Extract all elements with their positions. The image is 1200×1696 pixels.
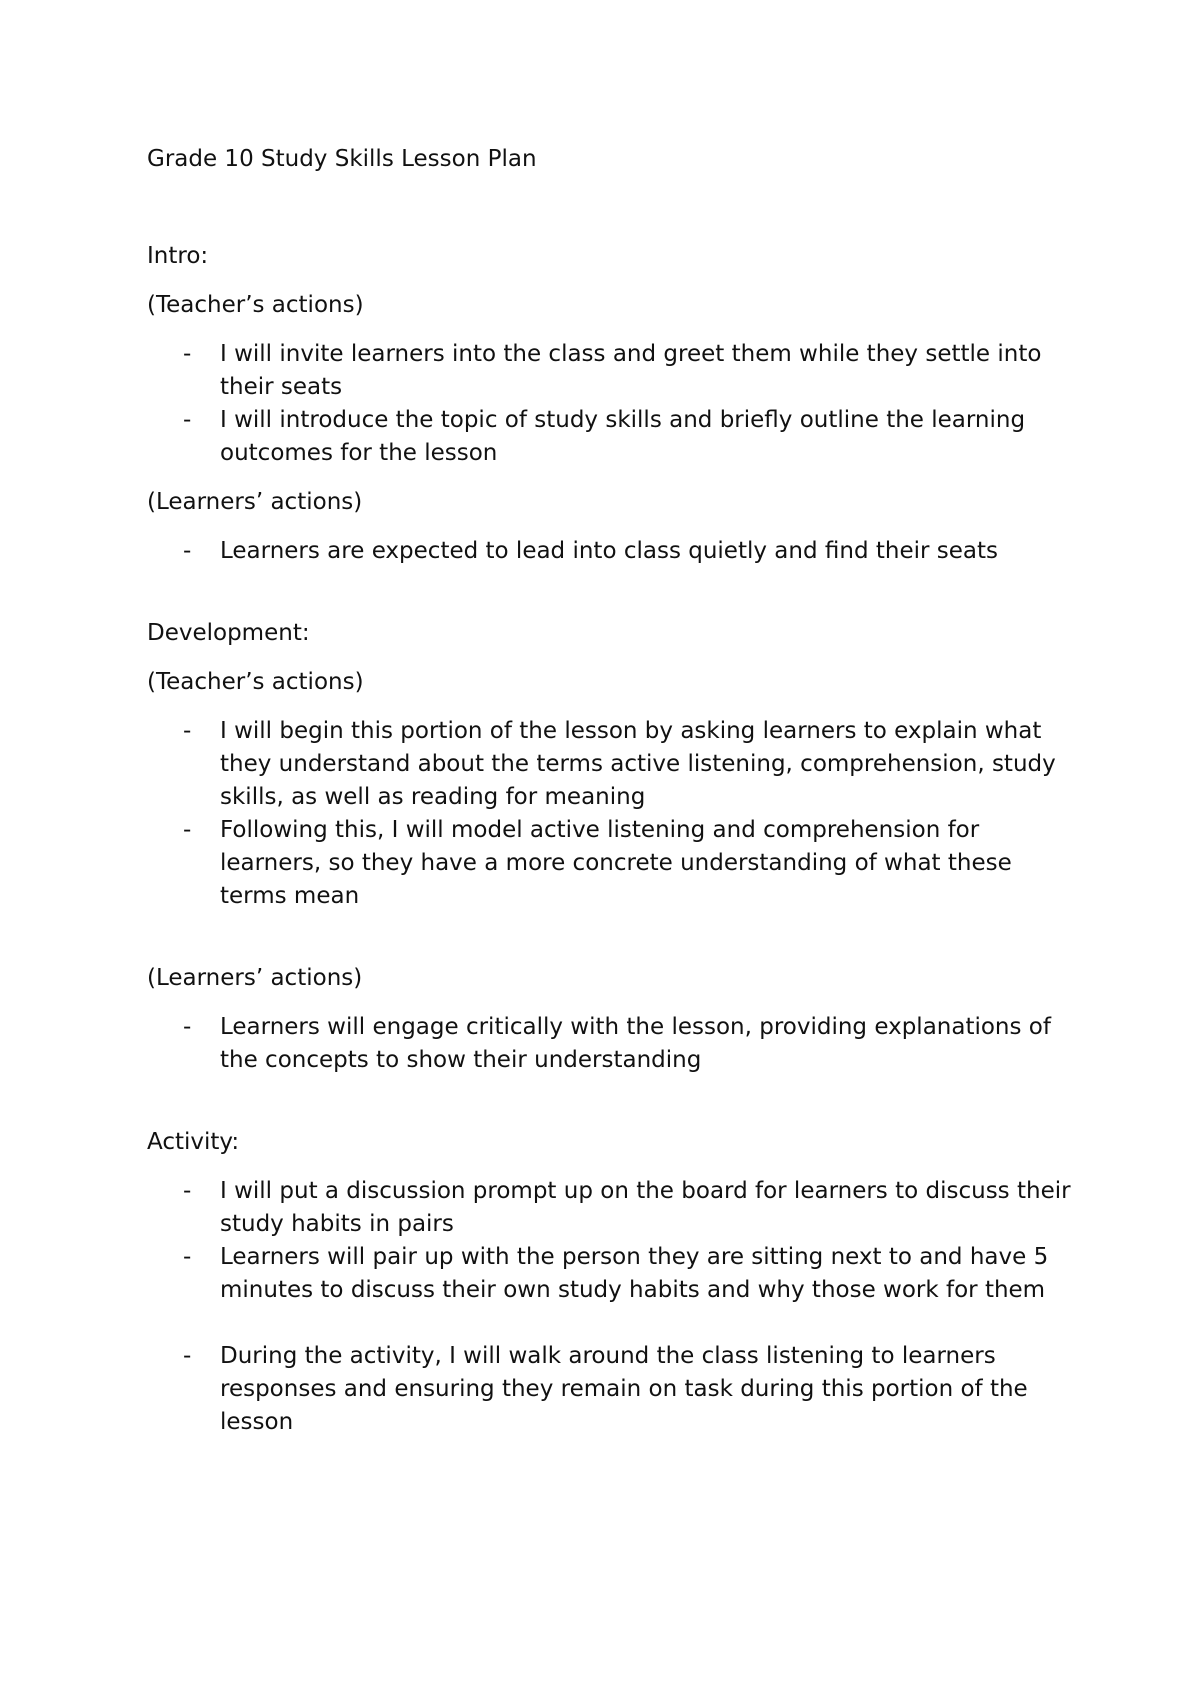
activity-heading: Activity: — [147, 1129, 240, 1155]
list-item — [147, 1175, 1077, 1241]
list-item-text: I will begin this portion of the lesson by asking learners to explain what they understand about the terms active listening, comprehension, study skills, as well as reading for meaning — [220, 718, 1056, 810]
development-learners-label: (Learners’ actions) — [147, 965, 363, 991]
bullet-dash: - — [183, 1343, 192, 1369]
document-page — [147, 143, 1077, 1455]
bullet-dash: - — [183, 718, 192, 744]
bullet-dash: - — [183, 1178, 192, 1204]
intro-learners-label: (Learners’ actions) — [147, 489, 363, 515]
bullet-dash: - — [183, 817, 192, 843]
development-learners-list — [147, 1011, 1077, 1077]
activity-list — [147, 1175, 1077, 1439]
intro-teacher-list — [147, 338, 1077, 470]
intro-heading: Intro: — [147, 243, 209, 269]
list-item-text: I will introduce the topic of study skills and briefly outline the learning outcomes for the lesson — [220, 407, 1026, 466]
list-item — [147, 1011, 1077, 1077]
list-item — [147, 338, 1077, 404]
bullet-dash: - — [183, 538, 192, 564]
list-item-text: Learners are expected to lead into class quietly and find their seats — [220, 538, 998, 564]
list-item — [147, 1241, 1077, 1307]
list-item-text: I will put a discussion prompt up on the board for learners to discuss their study habits in pairs — [220, 1178, 1071, 1237]
list-item-text: Learners will engage critically with the lesson, providing explanations of the concepts to show their understanding — [220, 1014, 1051, 1073]
development-teacher-list — [147, 715, 1077, 913]
list-item-text: I will invite learners into the class and greet them while they settle into their seats — [220, 341, 1042, 400]
list-item-text: During the activity, I will walk around the class listening to learners responses and ensuring they remain on task during this portion of the lesson — [220, 1343, 1028, 1435]
list-item-text: Following this, I will model active listening and comprehension for learners, so they have a more concrete understanding of what these terms mean — [220, 817, 1012, 909]
list-item — [147, 814, 1077, 913]
list-item — [147, 1340, 1077, 1439]
intro-learners-list — [147, 535, 1077, 568]
list-item — [147, 715, 1077, 814]
bullet-dash: - — [183, 341, 192, 367]
bullet-dash: - — [183, 1244, 192, 1270]
document-title: Grade 10 Study Skills Lesson Plan — [147, 146, 537, 172]
development-teacher-label: (Teacher’s actions) — [147, 669, 364, 695]
bullet-dash: - — [183, 1014, 192, 1040]
list-item — [147, 535, 1077, 568]
bullet-dash: - — [183, 407, 192, 433]
list-item-text: Learners will pair up with the person they are sitting next to and have 5 minutes to discuss their own study habits and why those work for them — [220, 1244, 1049, 1303]
development-heading: Development: — [147, 620, 310, 646]
list-item — [147, 404, 1077, 470]
intro-teacher-label: (Teacher’s actions) — [147, 292, 364, 318]
